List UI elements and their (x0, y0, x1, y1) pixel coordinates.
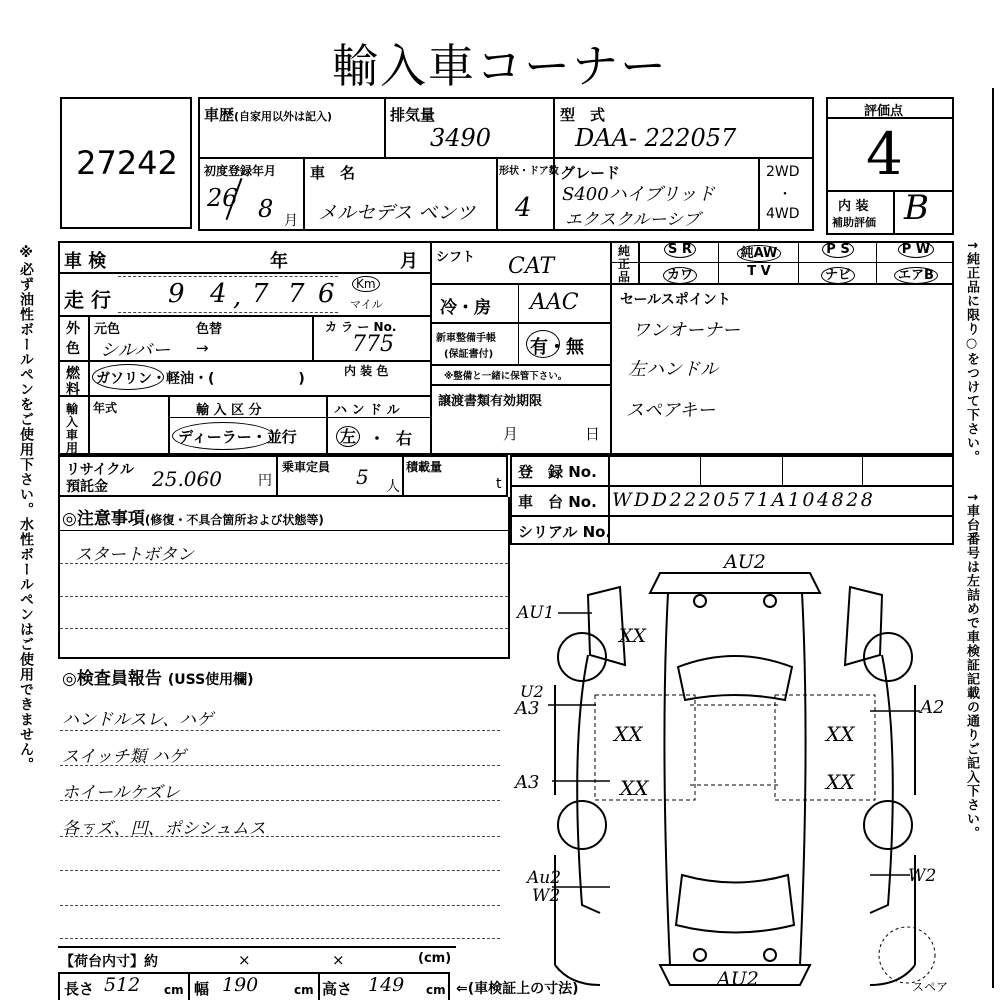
interior-score-value: B (904, 188, 929, 228)
length-unit: cm (164, 983, 184, 997)
side-note-right-1: ↑純正品に限り○をつけて下さい。 (964, 240, 979, 464)
model-type-value: DAA- 222057 (575, 124, 737, 152)
mileage-digit: 4 (210, 279, 227, 309)
inspector-label: ◎検査員報告 (USS使用欄) (62, 669, 254, 689)
record-book-value: 有・無 (530, 337, 584, 358)
height-label: 高さ (322, 980, 353, 998)
serial-no-label: シリアル No. (518, 523, 612, 541)
mark-top: AU2 (724, 551, 766, 573)
mileage-unit-km: Km (352, 277, 380, 291)
aircon-value: AAC (530, 290, 579, 315)
first-registration-month: 8 (258, 195, 274, 223)
equipment-aw: 純AW (724, 242, 794, 261)
shift-value: CAT (508, 254, 555, 279)
displacement-label: 排気量 (390, 106, 436, 124)
import-class-value: ディーラー・並行 (178, 428, 297, 446)
chassis-no-value: WDD2220571A104828 (612, 489, 876, 511)
mileage-unit-mile: マイル (350, 298, 383, 311)
record-book-label-2: (保証書付) (444, 349, 494, 360)
mileage-digit: 9 (168, 279, 185, 309)
mark-u2: U2 (520, 682, 544, 701)
exterior-color-value: シルバー (100, 340, 171, 361)
doors-value: 4 (515, 193, 532, 223)
drive-2wd: 2WD (766, 164, 800, 180)
recycle-label-1: リサイクル (66, 462, 135, 478)
handle-left: 左 (336, 424, 360, 447)
transfer-docs-label: 譲渡書類有効期限 (438, 394, 543, 409)
mark-w2-right: W2 (908, 866, 937, 886)
recycle-label-2: 預託金 (66, 479, 108, 495)
mark-au2-rear: Au2 (527, 868, 562, 888)
mark-a3-lower: A3 (515, 772, 540, 793)
equipment-label-1: 純 (618, 244, 631, 258)
record-book-label-1: 新車整備手帳 (436, 333, 496, 344)
exterior-color-arrow: → (196, 339, 209, 357)
exterior-color-label-1: 外 (66, 321, 80, 337)
inspector-item: 各ㄎズ、凹、ポシシュムス (62, 819, 266, 839)
grade-label: グレード (560, 164, 621, 182)
chassis-no-label: 車 台 No. (518, 493, 597, 511)
inspector-item: ホイールケズレ (62, 783, 180, 803)
inspection-month-unit: 月 (400, 251, 418, 272)
fuel-label-2: 料 (66, 382, 80, 398)
history-label: 車歴(自家用以外は記入) (204, 106, 333, 124)
displacement-value: 3490 (430, 124, 492, 152)
import-class-circle (172, 422, 274, 450)
mark-left-front: AU1 (517, 603, 555, 623)
mark-a3-upper: A3 (515, 698, 540, 719)
fuel-circle (92, 364, 164, 390)
mark-xx-mid-right: XX (826, 722, 855, 746)
load-label: 積載量 (406, 460, 443, 474)
side-note-right-2: ↑車台番号は左詰めで車検証記載の通りご記入下さい。 (964, 492, 979, 840)
recycle-unit: 円 (258, 473, 272, 489)
lot-number: 27242 (76, 144, 178, 182)
inspection-year-unit: 年 (270, 251, 288, 272)
mark-xx-rear-right: XX (826, 770, 855, 794)
equipment-label-2: 正 (618, 257, 631, 271)
import-car-label-1: 輸 (66, 402, 79, 416)
mileage-digit: 7 (288, 279, 305, 309)
import-car-label-4: 用 (66, 441, 79, 455)
cargo-x2: × (332, 951, 345, 969)
capacity-label: 乗車定員 (282, 460, 331, 474)
equipment-tv: T V (747, 264, 771, 279)
cargo-x1: × (238, 951, 251, 969)
capacity-value: 5 (356, 465, 369, 489)
record-book-note: ※整備と一緒に保管下さい。 (444, 371, 568, 382)
interior-score-label-2: 補助評価 (832, 216, 876, 229)
first-registration-label: 初度登録年月 (204, 164, 277, 178)
cargo-label: 【荷台内寸】約 (60, 954, 158, 970)
mark-xx-front-left: XX (619, 625, 647, 647)
height-unit: cm (426, 983, 446, 997)
grade-line2: エクスクルーシブ (565, 210, 700, 230)
shift-label: シフト (436, 250, 476, 265)
mark-bottom: AU2 (717, 968, 759, 990)
score-value: 4 (866, 120, 903, 188)
interior-color-label: 内 装 色 (344, 364, 389, 378)
mileage-digit: 7 (252, 279, 269, 309)
first-registration-month-unit: 月 (284, 213, 298, 229)
exterior-color-label-2: 色 (66, 341, 80, 357)
transfer-docs-day-unit: 日 (585, 425, 601, 443)
width-value: 190 (222, 974, 259, 996)
capacity-unit: 人 (386, 479, 400, 495)
original-color-label: 元色 (94, 322, 121, 337)
recycle-value: 25.060 (152, 467, 222, 491)
equipment-navi: ナビ (804, 264, 872, 283)
equipment-leather: カワ (650, 264, 710, 283)
dimensions-note: ⇐(車検証上の寸法) (456, 981, 579, 997)
width-unit: cm (294, 983, 314, 997)
mileage-digits (118, 276, 338, 312)
color-no-label: カ ラ ー No. (325, 320, 397, 334)
change-color-label: 色替 (196, 322, 223, 337)
model-type-label: 型 式 (560, 106, 606, 124)
inspection-label: 車 検 (64, 251, 107, 272)
mark-xx-rear-left: XX (620, 776, 649, 800)
car-damage-diagram (510, 545, 960, 1000)
spare-label: スペア (912, 980, 949, 994)
model-year-label: 年式 (93, 401, 118, 415)
width-label: 幅 (194, 980, 210, 998)
inspector-item: スイッチ類 ハゲ (62, 747, 186, 767)
equipment-airbag: エアB (882, 264, 950, 283)
drive-dot: ・ (778, 187, 792, 203)
mark-a2: A2 (920, 697, 945, 718)
transfer-docs-month-unit: 月 (503, 425, 519, 443)
registration-no-label: 登 録 No. (518, 463, 597, 481)
inspector-item: ハンドルスレ、ハゲ (62, 710, 214, 730)
mark-w2-left: W2 (532, 886, 561, 906)
equipment-sr: S R (650, 242, 710, 257)
car-name-value: メルセデス ベンツ (318, 202, 476, 224)
page-title: 輸入車コーナー (332, 39, 668, 93)
drive-4wd: 4WD (766, 206, 800, 222)
notes-item: スタートボタン (75, 545, 194, 565)
import-car-label-3: 車 (66, 428, 79, 442)
cargo-unit: (cm) (418, 951, 452, 966)
height-value: 149 (368, 974, 405, 996)
side-note-left: ※必ず油性ボールペンをご使用下さい。水性ボールペンはご使用できません。 (18, 245, 34, 772)
handle-dot: ・ (369, 429, 386, 448)
import-car-label-2: 入 (66, 415, 79, 429)
interior-score-label-1: 内 装 (838, 199, 869, 214)
fuel-value: ガソリン・軽油・( ) (96, 371, 305, 387)
mileage-label: 走 行 (64, 288, 111, 312)
load-unit: t (496, 476, 502, 492)
car-name-label: 車 名 (310, 164, 356, 182)
handle-label: ハ ン ド ル (334, 403, 400, 418)
aircon-label: 冷・房 (440, 298, 491, 318)
sales-points-label: セールスポイント (620, 292, 731, 308)
sales-point-item: 左ハンドル (628, 359, 718, 380)
first-registration-year: 26 (207, 184, 238, 212)
length-label: 長さ (64, 980, 95, 998)
record-book-circle (526, 330, 560, 358)
length-value: 512 (104, 974, 141, 996)
mileage-digit: 6 (318, 279, 335, 309)
doors-label: 形状・ドア数 (499, 166, 559, 177)
sales-point-item: スペアキー (626, 400, 716, 421)
import-class-label: 輸 入 区 分 (196, 403, 262, 418)
mileage-comma: , (233, 282, 242, 312)
notes-label: ◎注意事項(修復・不具合箇所および状態等) (62, 509, 324, 529)
score-label: 評価点 (864, 104, 904, 119)
sales-point-item: ワンオーナー (632, 320, 740, 341)
equipment-pw: P W (882, 242, 950, 257)
grade-line1: S400ハイブリッド (562, 184, 715, 205)
equipment-ps: P S (804, 242, 872, 257)
color-no-value: 775 (352, 332, 394, 357)
mark-xx-mid-left: XX (614, 722, 643, 746)
equipment-label-3: 品 (618, 270, 631, 284)
fuel-label-1: 燃 (66, 366, 80, 382)
handle-right: 右 (396, 429, 413, 448)
